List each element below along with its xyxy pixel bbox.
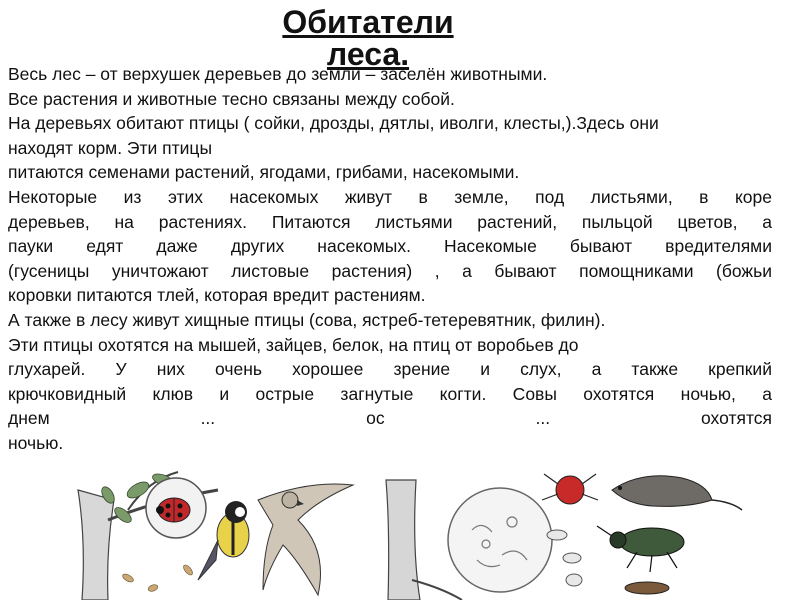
hawk-icon (258, 484, 353, 595)
soil-magnifier-icon (448, 488, 552, 592)
tree-trunk-icon (78, 490, 114, 600)
text-line: Эти птицы охотятся на мышей, зайцев, белок, на птиц от воробьев до (8, 334, 579, 355)
text-line: А также в лесу живут хищные птицы (сова, ястреб-тетеревятник, филин). (8, 309, 606, 330)
text-line: деревьев, на растениях. Питаются листьями растений, пыльцой цветов, а (8, 211, 772, 232)
text-line: (гусеницы уничтожают листовые растения) , а бывают помощниками (божьи (8, 260, 772, 281)
text-line: находят корм. Эти птицы (8, 137, 213, 158)
text-line: Все растения и животные тесно связаны между собой. (8, 88, 455, 109)
text-line: ночью. (8, 432, 64, 453)
soil-animals-illustration (382, 460, 800, 600)
text-line: крючковидный клюв и острые загнутые когти. Совы охотятся ночью, а (8, 383, 772, 404)
page-title: Обитатели леса. (282, 4, 454, 72)
text-line: глухарей. У них очень хорошее зрение и слух, а также крепкий (8, 359, 772, 380)
text-line: коровки питаются тлей, которая вредит растениям. (8, 285, 426, 306)
text-line: Весь лес – от верхушек деревьев до земли – заселён животными. (8, 64, 548, 84)
shrew-icon (612, 476, 742, 510)
text-line: питаются семенами растений, ягодами, грибами, насекомыми. (8, 162, 520, 183)
text-line: На деревьях обитают птицы ( сойки, дрозды, дятлы, иволги, клесты,).Здесь они (8, 113, 659, 134)
larva-icon (625, 582, 669, 594)
text-line: днем ... ос ... охотятся (8, 408, 772, 429)
text-line: пауки едят даже других насекомых. Насекомые бывают вредителями (8, 236, 772, 257)
forest-birds-illustration (68, 460, 368, 600)
text-line: Некоторые из этих насекомых живут в земле, под листьями, в коре (8, 186, 772, 207)
mite-icon (542, 474, 598, 504)
ground-beetle-icon (597, 526, 684, 572)
body-text (8, 62, 772, 456)
